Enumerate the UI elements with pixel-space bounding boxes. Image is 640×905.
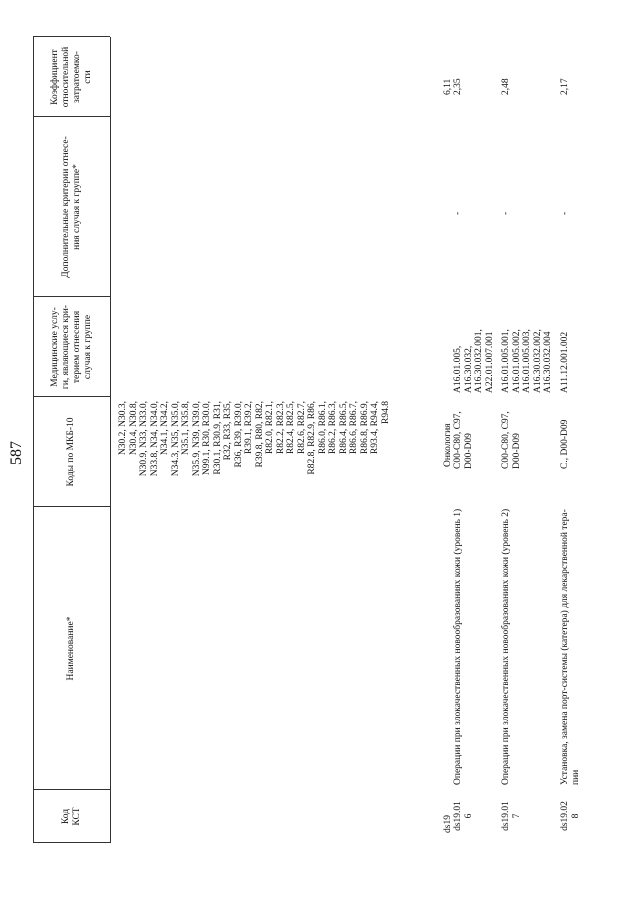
section-code: ds19 <box>443 815 453 833</box>
header-criteria <box>33 117 110 297</box>
table-row-name: Операции при злокачественных новообразованиях кожи (уровень 2) <box>501 508 511 785</box>
table-row-criteria: - <box>453 211 463 215</box>
table-row-criteria: - <box>501 211 511 215</box>
header-bottom-border <box>110 37 111 843</box>
header-coef-text: Коэффициент относительной затратоемко- сти <box>49 46 93 108</box>
table-row-code: ds19.01 7 <box>501 801 522 831</box>
table-row-coef: 2,17 <box>560 78 570 95</box>
table-row-criteria: - <box>560 211 570 215</box>
header-mkb-text: Коды по МКБ-10 <box>66 417 76 487</box>
table-row-name: Операции при злокачественных новообразованиях кожи (уровень 1) <box>453 508 463 785</box>
table-row-coef: 2,48 <box>501 78 511 95</box>
table-row-mkb: C00-C80, C97, D00-D09 <box>453 411 474 469</box>
table-row-services: A16.01.005, A16.30.032, A16.30.032.001, A22.01.007.001 <box>453 329 495 393</box>
header-mkb <box>33 397 110 507</box>
table-row-mkb: C., D00-D09 <box>560 419 570 469</box>
section-coef: 6,11 <box>443 78 453 95</box>
section-name: Онкология <box>443 423 453 467</box>
table-row-coef: 2,35 <box>453 78 463 95</box>
table-row-services: A16.01.005.001, A16.01.005.002, A16.01.005.003, A16.30.032.002, A16.30.032.004 <box>501 329 553 393</box>
header-name-text: Наименование* <box>66 616 76 681</box>
page-number: 587 <box>8 441 25 465</box>
header-coef <box>33 37 110 117</box>
table-row-code: ds19.01 6 <box>453 801 474 831</box>
header-services-text: Медицинские услу- ги, являющиеся кри- терием отнесения случая к группе <box>49 304 93 390</box>
continuation-mkb-codes: N30.2, N30.3, N30.4, N30.8, N30.9, N33, N33.0, N33.8, N34, N34.0, N34.1, N34.2, N34.3, N35, N35.0, N35.1, N35.8, N35.9, N39, N39.0, N99.1, R30, R30.0, R30.1, R30.9, R31, R32, R33, R35, R36, R39, R39.0, R39.1, R39.2, R39.8, R80, R82, R82.0, R82.1, R82.2, R82.3, R82.4, R82.5, R82.6, R82.7, R82.8, R82.9, R86, R86.0, R86.1, R86.2, R86.3, R86.4, R86.5, R86.6, R86.7, R86.8, R86.9, R93.4, R94.4, R94.8 <box>118 401 391 477</box>
header-code-text: Код КСТ <box>60 807 82 826</box>
table-row-mkb: C00-C80, C97, D00-D09 <box>501 411 522 469</box>
header-name <box>33 507 110 790</box>
table-row-code: ds19.02 8 <box>560 801 581 831</box>
header-code <box>33 790 110 843</box>
header-criteria-text: Дополнительные критерии отнесе- ния случая к группе* <box>60 136 82 278</box>
table-row-name: Установка, замена порт-системы (катетера) для лекарственной тера- пии <box>560 509 581 785</box>
table-row-services: A11.12.001.002 <box>560 331 570 393</box>
header-services <box>33 297 110 397</box>
